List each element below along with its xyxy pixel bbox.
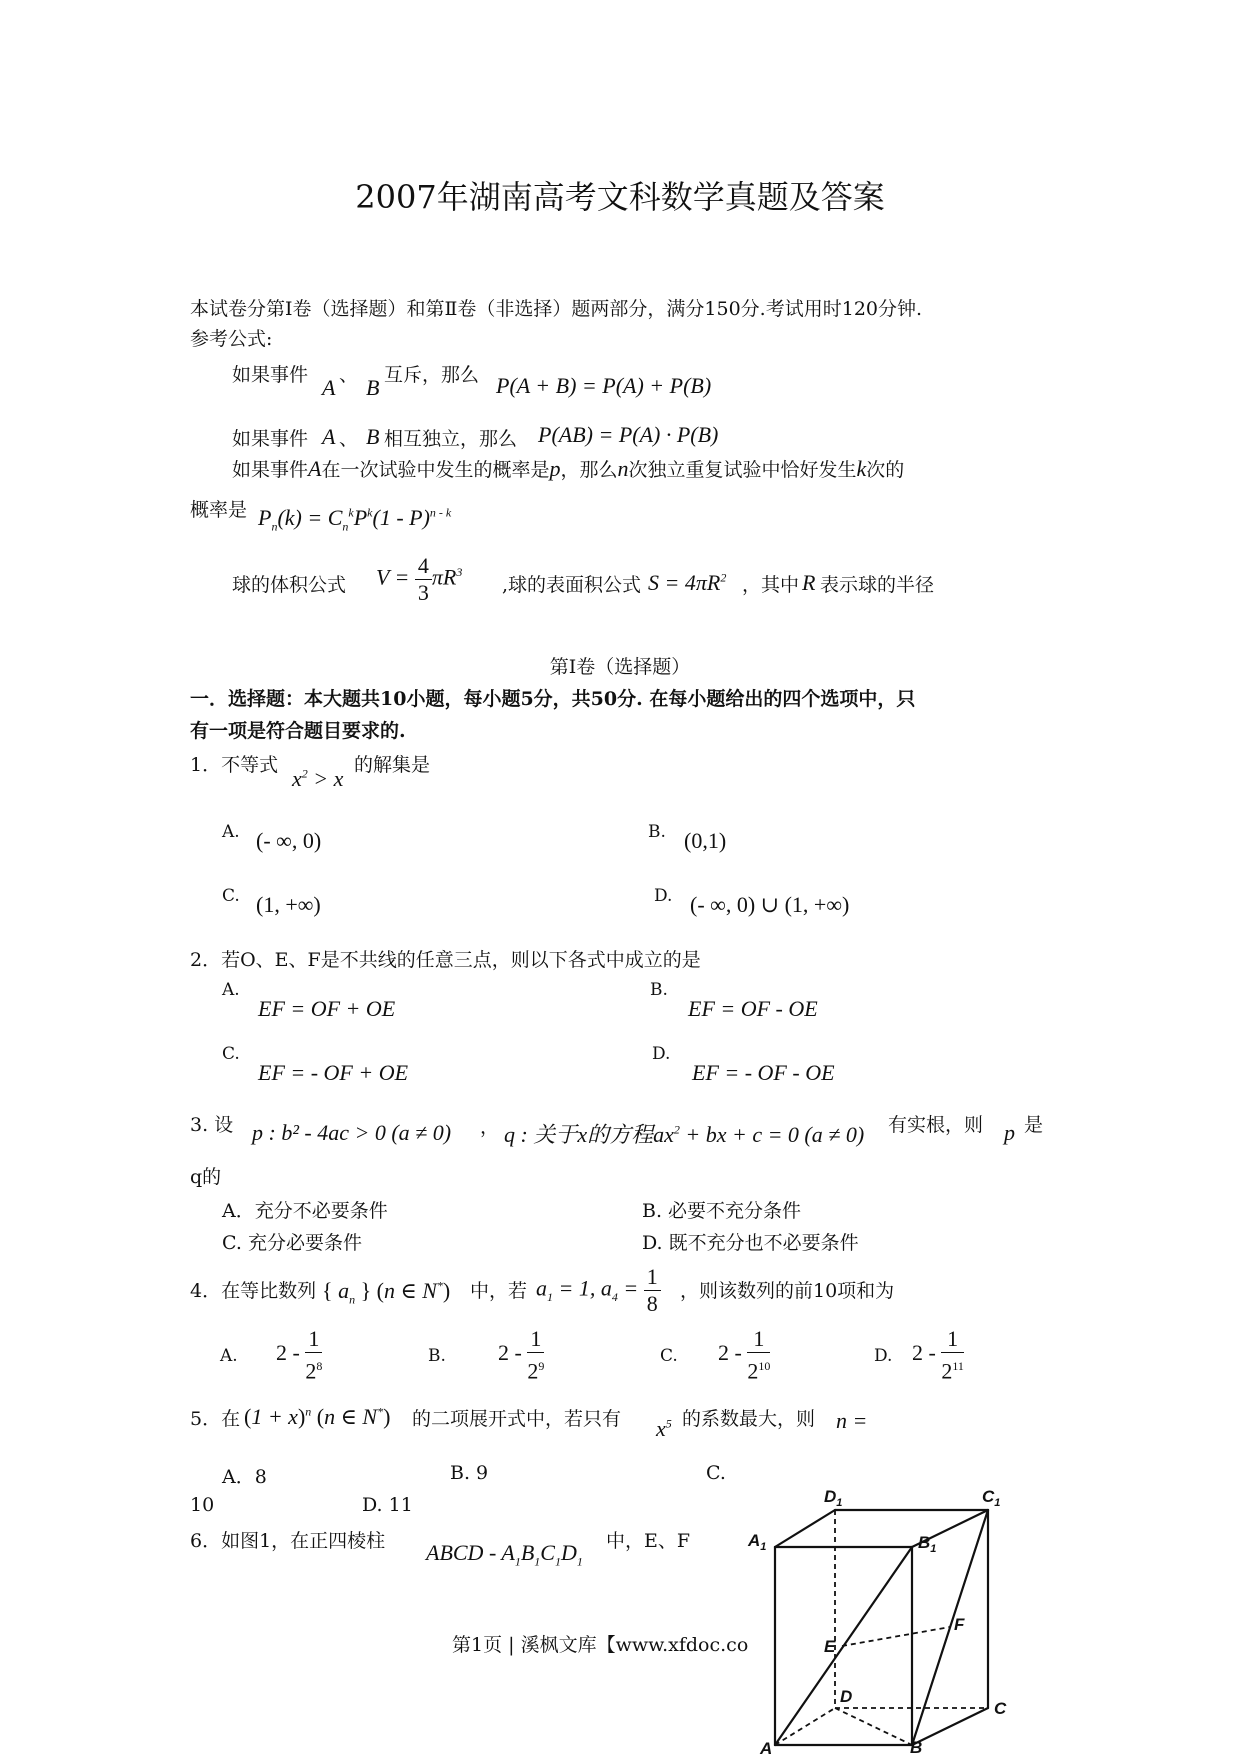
label-C1-sub: 1 — [994, 1497, 1001, 1509]
q3-option-D: D. 既不充分也不必要条件 — [642, 1232, 859, 1254]
q4-option-C: 2 - $\frac{1}{2^{10}}$ — [718, 1326, 771, 1384]
label-D: D — [840, 1687, 853, 1706]
q1-A-label: A. — [222, 822, 240, 842]
formula-3-math: $P_n(k) = C_n^kP^k(1 - P)^{n - k}$ — [258, 505, 452, 534]
q4-stem-c: ，则该数列的前10项和为 — [680, 1280, 895, 1302]
formula-1-A: A — [322, 375, 336, 400]
page-footer: 第1页 | 溪枫文库【www.xfdoc.co — [452, 1634, 749, 1656]
edge-A1-D1 — [775, 1510, 835, 1547]
formula-2-mid: 相互独立，那么 — [384, 428, 518, 450]
q5-option-B: B. 9 — [450, 1462, 489, 1484]
q4-A-label: A. — [220, 1346, 238, 1366]
formula-1-B: B — [366, 375, 380, 400]
label-D1-sub: 1 — [836, 1497, 843, 1509]
q4-option-A: 2 - $\frac{1}{2^8}$ — [276, 1326, 323, 1384]
q5-stem-a: 5．在 — [190, 1408, 241, 1430]
edge-B-C — [912, 1708, 988, 1745]
segment-E-F — [842, 1627, 950, 1646]
q2-A-label: A. — [222, 980, 240, 1000]
label-A1-letter: A — [748, 1531, 761, 1550]
q1-stem-a: 1．不等式 — [190, 754, 279, 776]
q2-option-C: EF = - OF + OE — [258, 1060, 409, 1085]
q5-stem-b: 的二项展开式中，若只有 — [412, 1408, 622, 1430]
q4-exp-D: 11 — [952, 1359, 964, 1373]
q1-B-label: B. — [648, 822, 666, 842]
q3-is: 是 — [1024, 1114, 1044, 1136]
q1-C-label: C. — [222, 886, 240, 906]
q3-option-B: B. 必要不充分条件 — [642, 1200, 802, 1222]
q1-option-B: (0,1) — [684, 828, 727, 853]
intro-line-2: 参考公式: — [190, 328, 273, 350]
q6-stem-b: 中，E、F — [606, 1530, 691, 1552]
formula-4-b: ,球的表面积公式 — [502, 574, 642, 596]
q2-C-label: C. — [222, 1044, 240, 1064]
section-title: 第Ⅰ卷（选择题） — [549, 656, 691, 678]
formula-3-k: k — [856, 456, 867, 481]
q3-q-a: q : 关于x的方程ax — [504, 1122, 674, 1147]
q2-D-label: D. — [652, 1044, 671, 1064]
q3-line2: q的 — [190, 1166, 222, 1188]
q4-stem-a: 4．在等比数列 — [190, 1280, 317, 1302]
prism-figure — [740, 1480, 1020, 1754]
label-A1-sub: 1 — [760, 1541, 767, 1553]
label-C1-letter: C — [982, 1487, 995, 1506]
q5-stem-c: 的系数最大，则 — [682, 1408, 816, 1430]
label-C: C — [994, 1699, 1007, 1718]
q5-option-C: C. — [706, 1462, 726, 1484]
label-B1-sub: 1 — [930, 1543, 937, 1555]
q4-C-label: C. — [660, 1346, 678, 1366]
q5-option-C-value: 10 — [190, 1494, 215, 1516]
q2-stem: 2．若O、E、F是不共线的任意三点，则以下各式中成立的是 — [190, 949, 701, 971]
intro-line-1: 本试卷分第Ⅰ卷（选择题）和第Ⅱ卷（非选择）题两部分，满分150分.考试用时120分钟. — [190, 298, 923, 320]
q4-B-label: B. — [428, 1346, 446, 1366]
label-A1 — [747, 1531, 766, 1553]
label-A: A — [760, 1739, 773, 1754]
q4-given: $a_1 = 1$, $a_4$ = $\frac{1}{8}$ — [536, 1264, 661, 1317]
q1-option-D: (- ∞, 0) ∪ (1, +∞) — [690, 892, 850, 917]
q4-option-B: 2 - $\frac{1}{2^9}$ — [498, 1326, 545, 1384]
q3-tail: 有实根，则 — [888, 1114, 984, 1136]
q4-exp-B: 9 — [538, 1359, 545, 1373]
formula-3-p: p — [549, 456, 561, 481]
formula-1-sep: 、 — [339, 364, 359, 386]
q6-prism: ABCD - $A_1B_1C_1D_1$ — [426, 1540, 583, 1569]
q4-exp-C: 10 — [758, 1359, 771, 1373]
q3-num: 3. 设 — [190, 1114, 234, 1136]
q5-x5: $x^5$ — [656, 1416, 672, 1441]
q1-option-A: (- ∞, 0) — [256, 828, 322, 853]
label-B: B — [910, 1738, 923, 1754]
formula-3-A: A — [308, 456, 322, 481]
q1-inequality: $x^2 > x$ — [292, 766, 344, 791]
sphere-surface-formula: $S = 4\pi R^2$ — [648, 570, 727, 595]
q5-n-equals: n = — [836, 1408, 868, 1433]
formula-3-c: ，那么 — [560, 459, 618, 481]
page-title: 2007年湖南高考文科数学真题及答案 — [355, 178, 885, 216]
q2-B-label: B. — [650, 980, 668, 1000]
q2-option-A: EF = OF + OE — [258, 996, 396, 1021]
formula-3-a: 如果事件 — [232, 459, 309, 481]
part1-heading-2: 有一项是符合题目要求的. — [190, 720, 406, 742]
q1-D-label: D. — [654, 886, 673, 906]
formula-3-e: 次的 — [866, 459, 905, 481]
formula-2-A: A — [322, 424, 336, 449]
q5-option-A: A．8 — [222, 1466, 267, 1488]
q4-D-label: D. — [874, 1346, 893, 1366]
formula-2-sep: 、 — [339, 428, 359, 450]
label-B1-letter: B — [918, 1533, 931, 1552]
q3-p-condition: p : b² - 4ac > 0 (a ≠ 0) — [252, 1120, 452, 1145]
label-D1-letter: D — [824, 1487, 837, 1506]
q3-comma: ， — [480, 1116, 500, 1138]
q1-stem-b: 的解集是 — [354, 754, 431, 776]
label-D1 — [824, 1487, 842, 1509]
formula-3-b: 在一次试验中发生的概率是 — [321, 459, 550, 481]
formula-3-line2: 概率是 — [190, 499, 248, 521]
q5-binomial: $(1 + x)^n$ (n ∈ N*) — [244, 1404, 391, 1429]
q5-option-D: D. 11 — [362, 1494, 413, 1516]
formula-4-R: R — [802, 570, 816, 595]
label-F: F — [954, 1615, 965, 1634]
formula-2-math: P(AB) = P(A) · P(B) — [538, 422, 719, 447]
formula-4-d: 表示球的半径 — [820, 574, 935, 596]
q3-option-C: C. 充分必要条件 — [222, 1232, 362, 1254]
q4-exp-A: 8 — [316, 1359, 323, 1373]
formula-2-text: 如果事件 — [232, 428, 309, 450]
q3-option-A: A．充分不必要条件 — [222, 1200, 388, 1222]
q4-sequence: { $a_n$ } (n ∈ N*) — [322, 1278, 451, 1307]
hidden-diagonal-D-B — [835, 1708, 912, 1745]
sphere-volume-formula: V = $\frac{4}{3}$ $\pi R^3$ — [376, 553, 463, 605]
q2-option-D: EF = - OF - OE — [692, 1060, 835, 1085]
q4-option-D: 2 - $\frac{1}{2^{11}}$ — [912, 1326, 964, 1384]
formula-1-mid: 互斥，那么 — [384, 364, 480, 386]
q3-p: p — [1004, 1120, 1015, 1145]
formula-3-line — [232, 455, 904, 482]
hidden-edge-A-D — [775, 1708, 835, 1745]
formula-3-n: n — [617, 456, 629, 481]
formula-1-text: 如果事件 — [232, 364, 309, 386]
formula-3-d: 次独立重复试验中恰好发生 — [628, 459, 857, 481]
label-C1 — [982, 1487, 1000, 1509]
q4-stem-b: 中，若 — [470, 1280, 528, 1302]
formula-1-math: P(A + B) = P(A) + P(B) — [496, 373, 712, 398]
label-E: E — [824, 1637, 836, 1656]
q1-option-C: (1, +∞) — [256, 892, 321, 917]
q2-option-B: EF = OF - OE — [688, 996, 818, 1021]
formula-4-a: 球的体积公式 — [232, 574, 347, 596]
q3-q-b: + bx + c = 0 (a ≠ 0) — [679, 1122, 865, 1147]
q3-q-condition: q : 关于x的方程$ax^2$ + bx + c = 0 (a ≠ 0) — [504, 1122, 865, 1147]
formula-4-c: ，其中 — [742, 574, 800, 596]
part1-heading-1: 一．选择题：本大题共10小题，每小题5分，共50分. 在每小题给出的四个选项中，只 — [190, 688, 916, 710]
formula-2-B: B — [366, 424, 380, 449]
q6-stem-a: 6．如图1，在正四棱柱 — [190, 1530, 386, 1552]
